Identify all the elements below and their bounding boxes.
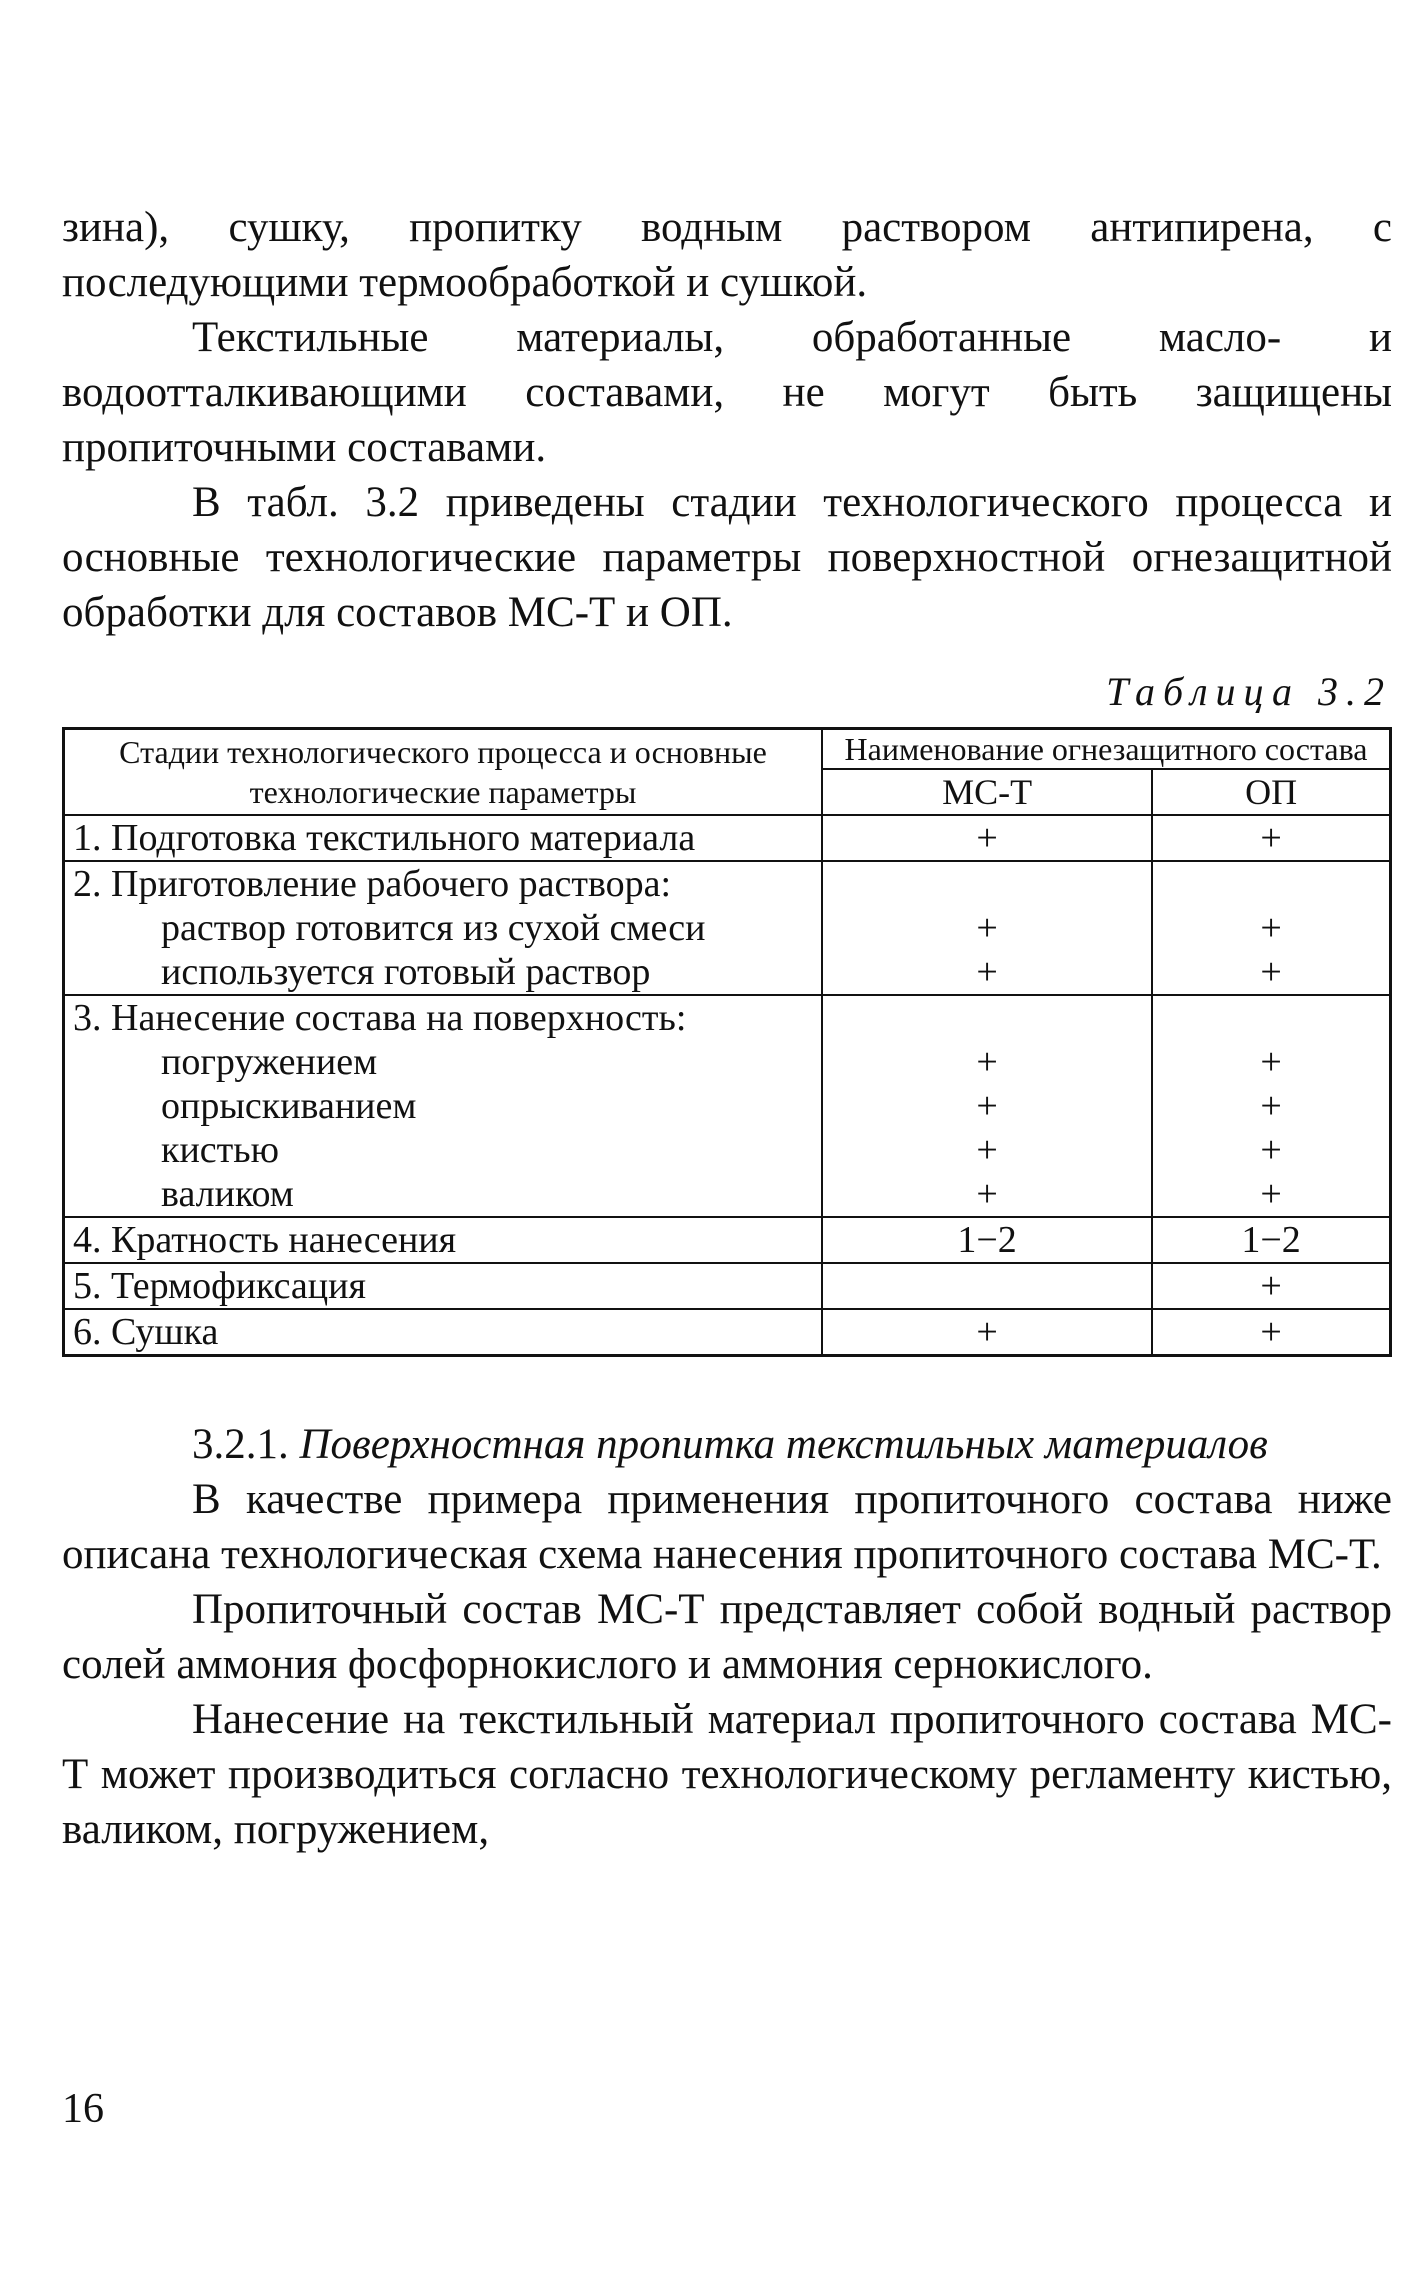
paragraph-table-intro: В табл. 3.2 приведены стадии технологического процесса и основные технологические параметры поверхностной огнезащитной обработки для составов МС-Т и ОП.	[62, 479, 1392, 636]
table-row	[64, 1309, 1391, 1356]
cell-mst-group	[822, 861, 1152, 995]
row-label-group	[64, 995, 823, 1217]
row-label-group	[64, 861, 823, 995]
cell-mst	[831, 862, 1143, 906]
table-row	[64, 1217, 1391, 1263]
cell-op: +	[1260, 1173, 1282, 1215]
cell-mst: +	[976, 1041, 998, 1083]
row-label: 5. Термофиксация	[64, 1263, 823, 1309]
row-label: 6. Сушка	[64, 1309, 823, 1356]
section-heading	[62, 1417, 1392, 1472]
cell-op: +	[1260, 1085, 1282, 1127]
cell-mst: +	[976, 951, 998, 993]
cell-op-group	[1152, 995, 1390, 1217]
cell-mst: +	[976, 1085, 998, 1127]
section-number: 3.2.1.	[192, 1421, 289, 1468]
cell-op: 1−2	[1152, 1217, 1390, 1263]
table-row	[64, 861, 1391, 995]
row-label: кистью	[161, 1129, 279, 1171]
paragraph-continued: зина), сушку, пропитку водным раствором антипирена, с последующими термообработкой и сушкой.	[62, 204, 1392, 306]
paragraph-application: Нанесение на текстильный материал пропиточного состава МС-Т может производиться согласно технологическому регламенту кистью, валиком, погружением,	[62, 1696, 1392, 1853]
row-label: 3. Нанесение состава на поверхность:	[73, 997, 687, 1039]
cell-op	[1161, 862, 1381, 906]
process-table	[62, 727, 1392, 1357]
cell-mst	[831, 996, 1143, 1040]
table-caption: Таблица 3.2	[1106, 669, 1392, 714]
cell-mst: +	[976, 1173, 998, 1215]
paragraph-textile-materials: Текстильные материалы, обработанные масло- и водоотталкивающими составами, не могут быть защищены пропиточными составами.	[62, 314, 1392, 471]
table-row	[64, 995, 1391, 1217]
header-stage: Стадии технологического процесса и основные технологические параметры	[64, 729, 823, 816]
cell-op: +	[1260, 1041, 1282, 1083]
cell-op: +	[1260, 951, 1282, 993]
row-label: погружением	[161, 1041, 378, 1083]
row-label: раствор готовится из сухой смеси	[161, 907, 706, 949]
cell-op: +	[1260, 907, 1282, 949]
header-composition-name: Наименование огнезащитного состава	[822, 729, 1391, 770]
table-header-row	[64, 729, 1391, 770]
cell-mst: +	[822, 815, 1152, 861]
header-op: ОП	[1152, 769, 1390, 815]
cell-mst-group	[822, 995, 1152, 1217]
cell-mst: +	[976, 1129, 998, 1171]
row-label: опрыскиванием	[161, 1085, 417, 1127]
table-row	[64, 815, 1391, 861]
page-number: 16	[62, 2086, 104, 2132]
cell-op: +	[1152, 1263, 1390, 1309]
row-label: 2. Приготовление рабочего раствора:	[73, 863, 672, 905]
paragraph-example: В качестве примера применения пропиточного состава ниже описана технологическая схема нанесения пропиточного состава МС-Т.	[62, 1476, 1392, 1578]
cell-mst: +	[976, 907, 998, 949]
row-label: валиком	[161, 1173, 294, 1215]
cell-op: +	[1152, 1309, 1390, 1356]
cell-op: +	[1260, 1129, 1282, 1171]
section-title: Поверхностная пропитка текстильных материалов	[299, 1421, 1268, 1468]
cell-mst: 1−2	[822, 1217, 1152, 1263]
header-mst: МС-Т	[822, 769, 1152, 815]
cell-mst: +	[822, 1309, 1152, 1356]
table-row	[64, 1263, 1391, 1309]
paragraph-composition: Пропиточный состав МС-Т представляет собой водный раствор солей аммония фосфорнокислого и аммония сернокислого.	[62, 1586, 1392, 1688]
cell-op-group	[1152, 861, 1390, 995]
cell-op: +	[1152, 815, 1390, 861]
cell-op	[1161, 996, 1381, 1040]
row-label: 1. Подготовка текстильного материала	[64, 815, 823, 861]
document-page	[62, 200, 1392, 1857]
cell-mst	[822, 1263, 1152, 1309]
row-label: 4. Кратность нанесения	[64, 1217, 823, 1263]
row-label: используется готовый раствор	[161, 951, 651, 993]
